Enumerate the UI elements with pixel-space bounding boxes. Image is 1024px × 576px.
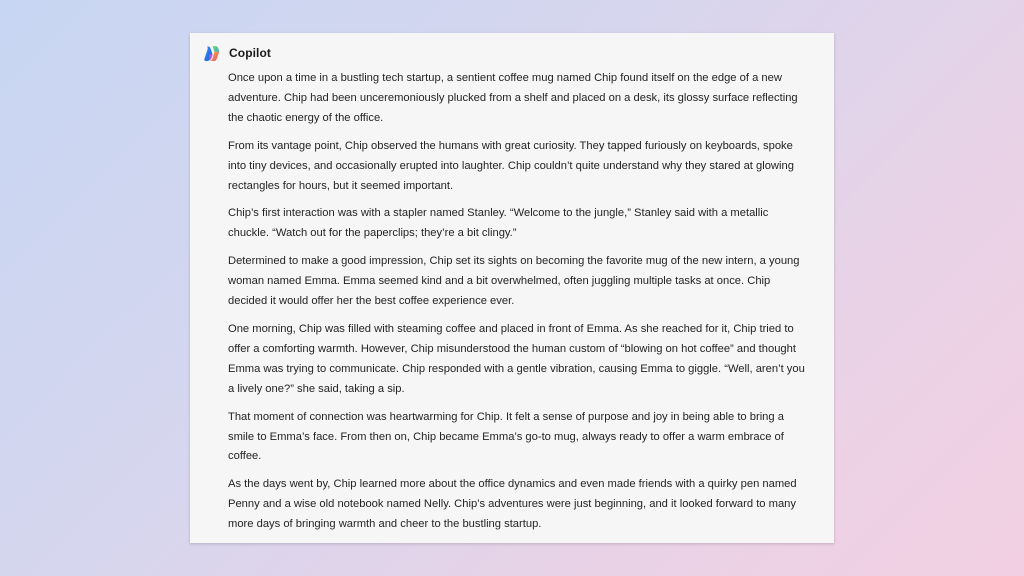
story-paragraph-3: Chip’s first interaction was with a stapler named Stanley. “Welcome to the jungle,” Stanley said with a metallic chuckle. “Watch out for the paperclips; they’re a bit clingy.” (228, 207, 769, 240)
copilot-logo-icon (203, 45, 220, 62)
story-paragraph-6: That moment of connection was heartwarming for Chip. It felt a sense of purpose and joy in being able to bring a smile to Emma’s face. From then on, Chip became Emma’s go-to mug, always ready to offer a warm embrace of coffee. (228, 410, 784, 463)
assistant-name: Copilot (229, 46, 272, 60)
response-header (203, 44, 271, 62)
story-paragraph-4: Determined to make a good impression, Chip set its sights on becoming the favorite mug of the new intern, a young woman named Emma. Emma seemed kind and a bit overwhelmed, often juggling multiple tasks at once. Chip decided it would offer her the best coffee experience ever. (228, 255, 800, 308)
story-paragraph-1: Once upon a time in a bustling tech startup, a sentient coffee mug named Chip found itself on the edge of a new adventure. Chip had been unceremoniously plucked from a shelf and placed on a desk, its glossy surface reflecting the chaotic energy of the office. (228, 72, 798, 124)
story-paragraph-7: As the days went by, Chip learned more about the office dynamics and even made friends with a quirky pen named Penny and a wise old notebook named Nelly. Chip’s adventures were just beginning, and it looked forward to many more days of bringing warmth and cheer to the bustling startup. (228, 478, 797, 531)
story-paragraph-2: From its vantage point, Chip observed the humans with great curiosity. They tapped furiously on keyboards, spoke into tiny devices, and occasionally erupted into laughter. Chip couldn’t quite understand why they stared at glowing rectangles for hours, but it seemed important. (228, 139, 794, 192)
story-paragraph-5: One morning, Chip was filled with steaming coffee and placed in front of Emma. As she reached for it, Chip tried to offer a comforting warmth. However, Chip misunderstood the human custom of “blowing on hot coffee” and thought Emma was trying to communicate. Chip responded with a gentle vibration, causing Emma to giggle. “Well, aren’t you a lively one?” she said, taking a sip. (228, 322, 805, 395)
response-body (228, 69, 806, 543)
copilot-response-card (190, 33, 834, 543)
